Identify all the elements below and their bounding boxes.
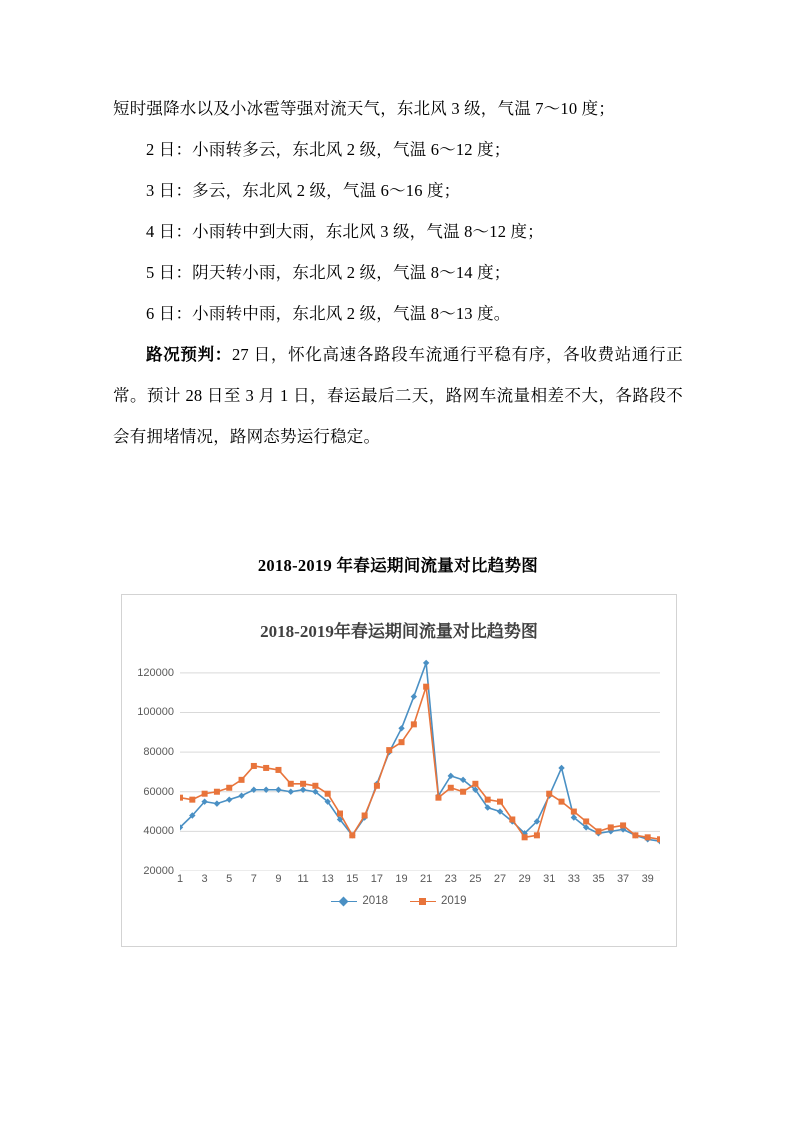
legend-label-2019: 2019: [441, 895, 467, 907]
legend-swatch-2018: [331, 896, 357, 906]
document-body: [113, 88, 683, 457]
x-tick-label: 17: [370, 873, 384, 885]
x-tick-label: 33: [567, 873, 580, 885]
paragraph-5: 5 日：阴天转小雨，东北风 2 级，气温 8～14 度；: [146, 263, 511, 282]
x-tick-label: 23: [444, 873, 457, 885]
paragraph-1: 短时强降水以及小冰雹等强对流天气，东北风 3 级，气温 7～10 度；: [113, 99, 615, 118]
x-tick-label: 21: [420, 873, 433, 885]
chart-svg: [180, 653, 660, 871]
y-tick-label: 120000: [137, 666, 174, 679]
x-tick-label: 3: [201, 873, 208, 885]
x-tick-label: 31: [543, 873, 556, 885]
chart-title: 2018-2019年春运期间流量对比趋势图: [260, 622, 538, 641]
road-condition-lead: 路况预判：: [146, 345, 232, 364]
x-tick-label: 7: [250, 873, 257, 885]
figure-caption: 2018-2019 年春运期间流量对比趋势图: [257, 556, 539, 575]
chart-y-axis: [122, 653, 178, 877]
x-tick-label: 13: [321, 873, 334, 885]
y-tick-label: 80000: [143, 746, 174, 759]
road-condition-paragraph: [113, 334, 683, 457]
x-tick-label: 29: [518, 873, 531, 885]
x-tick-label: 39: [641, 873, 654, 885]
y-tick-label: 60000: [143, 785, 174, 798]
chart-container: [121, 594, 677, 947]
paragraph-2: 2 日：小雨转多云，东北风 2 级，气温 6～12 度；: [146, 140, 511, 159]
paragraph-4: 4 日：小雨转中到大雨，东北风 3 级，气温 8～12 度；: [146, 222, 544, 241]
chart-plot-area: [180, 653, 660, 871]
y-tick-label: 100000: [137, 706, 174, 719]
y-tick-label: 40000: [143, 825, 174, 838]
x-tick-label: 5: [226, 873, 233, 885]
x-tick-label: 35: [592, 873, 605, 885]
legend-label-2018: 2018: [362, 895, 388, 907]
x-tick-label: 19: [395, 873, 408, 885]
x-tick-label: 1: [176, 873, 184, 885]
x-tick-label: 27: [493, 873, 507, 885]
x-tick-label: 15: [346, 873, 359, 885]
x-tick-label: 11: [297, 873, 309, 885]
paragraph-6: 6 日：小雨转中雨，东北风 2 级，气温 8～13 度。: [146, 304, 511, 323]
legend-item-2019: [410, 895, 467, 907]
road-condition-text: 27 日，怀化高速各路段车流通行平稳有序，各收费站通行正常。预计 28 日至 3 月 1 日，春运最后二天，路网车流量相差不大，各路段不会有拥堵情况，路网态势运行稳定。: [113, 345, 683, 446]
x-tick-label: 25: [469, 873, 482, 885]
x-tick-label: 9: [275, 873, 282, 885]
paragraph-3: 3 日：多云，东北风 2 级，气温 6～16 度；: [146, 181, 461, 200]
chart-x-axis: [176, 873, 660, 891]
y-tick-label: 20000: [143, 865, 174, 877]
legend-swatch-2019: [410, 896, 436, 906]
legend-item-2018: [331, 895, 388, 907]
chart-legend: [122, 895, 676, 907]
x-tick-label: 37: [616, 873, 630, 885]
